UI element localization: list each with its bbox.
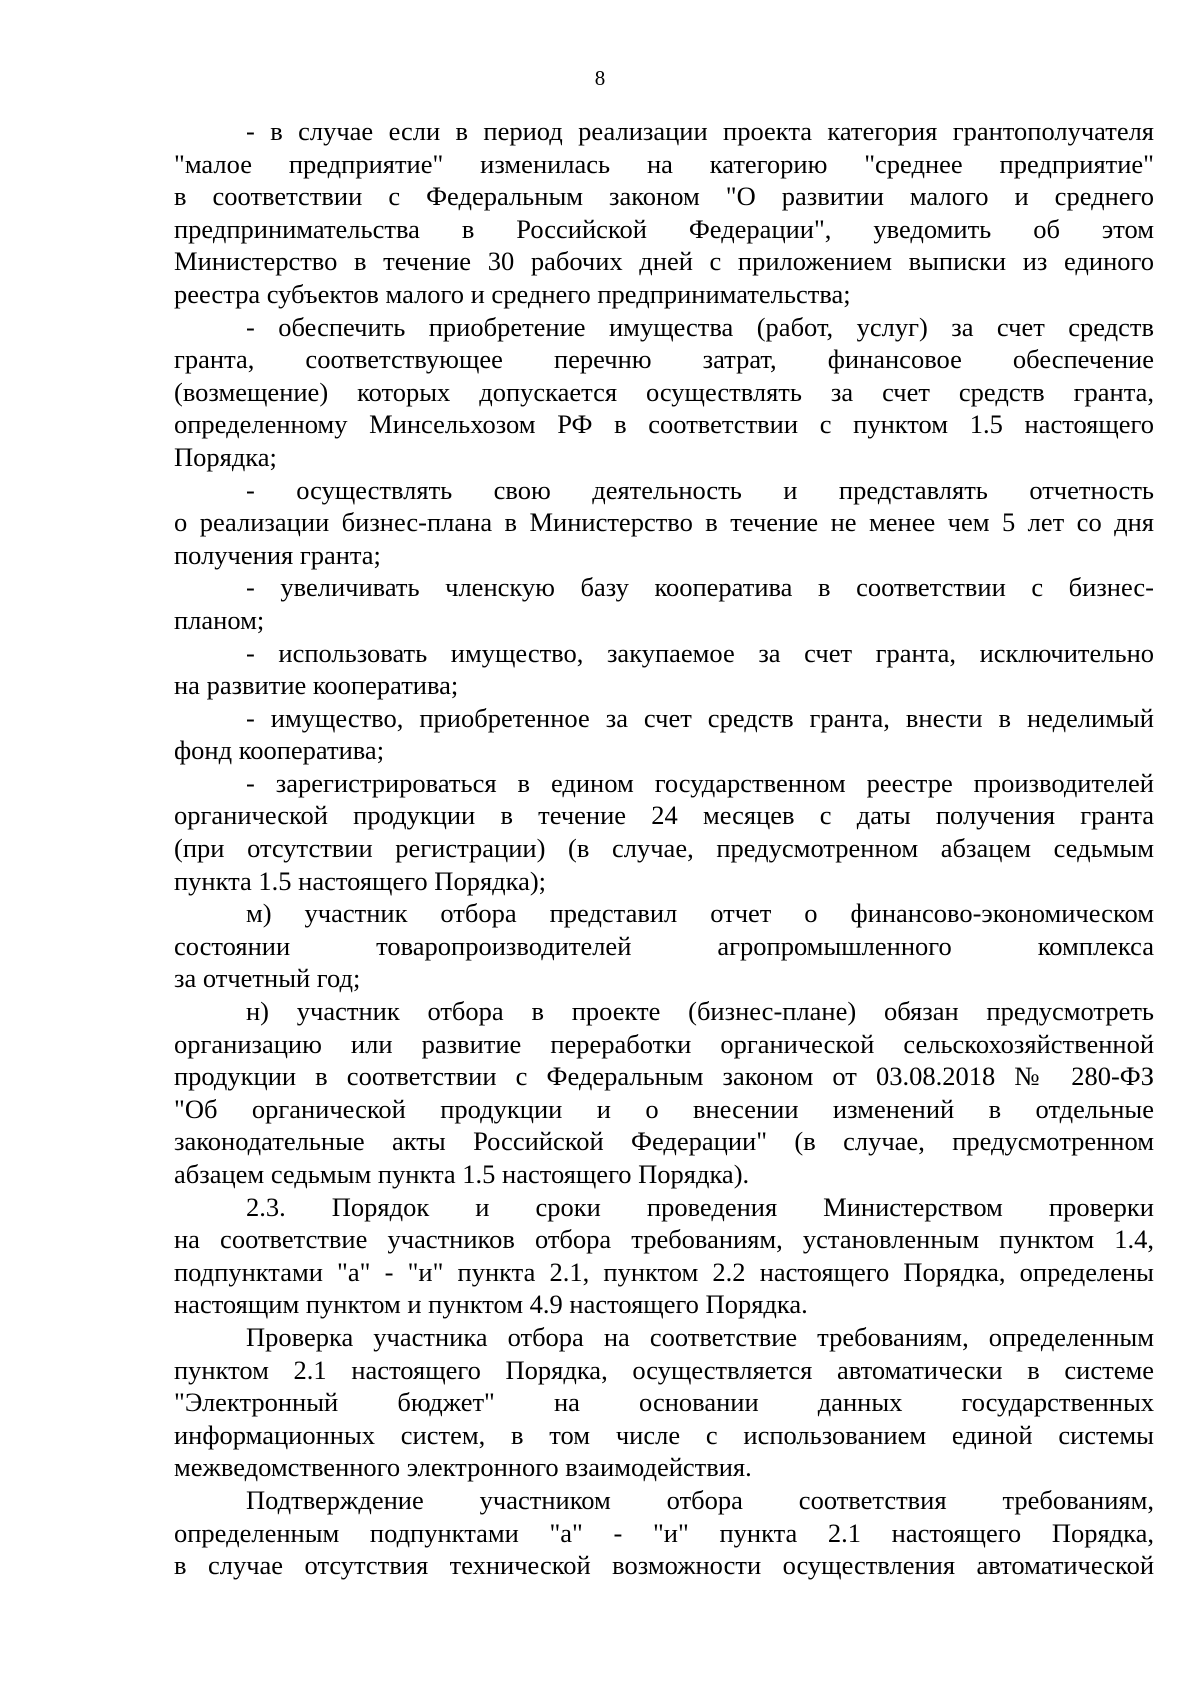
paragraph-line: гранта, соответствующее перечню затрат, финансовое обеспечение bbox=[174, 344, 1154, 375]
paragraph-line: информационных систем, в том числе с использованием единой системы bbox=[174, 1419, 1154, 1450]
paragraph-line: о реализации бизнес-плана в Министерство в течение не менее чем 5 лет со дня bbox=[174, 507, 1154, 538]
paragraph-line: организацию или развитие переработки органической сельскохозяйственной bbox=[174, 1028, 1154, 1059]
paragraph-line: "малое предприятие" изменилась на категорию "среднее предприятие" bbox=[174, 148, 1154, 179]
paragraph bbox=[174, 897, 1154, 995]
paragraph-line: состоянии товаропроизводителей агропромышленного комплекса bbox=[174, 930, 1154, 961]
paragraph bbox=[174, 637, 1154, 702]
paragraph-line: планом; bbox=[174, 604, 265, 635]
paragraph-line: - увеличивать членскую базу кооператива в соответствии с бизнес- bbox=[246, 572, 1154, 603]
paragraph-line: - зарегистрироваться в едином государственном реестре производителей bbox=[246, 767, 1154, 798]
paragraph-line: продукции в соответствии с Федеральным законом от 03.08.2018 № 280-ФЗ bbox=[174, 1061, 1154, 1092]
paragraph-line: - осуществлять свою деятельность и представлять отчетность bbox=[246, 474, 1154, 505]
page-number: 8 bbox=[594, 66, 606, 90]
paragraph bbox=[174, 1484, 1154, 1582]
paragraph bbox=[174, 311, 1154, 474]
paragraph bbox=[174, 474, 1154, 572]
paragraph-line: на развитие кооператива; bbox=[174, 670, 459, 701]
paragraph-line: Подтверждение участником отбора соответствия требованиям, bbox=[246, 1484, 1154, 1515]
paragraph-line: - использовать имущество, закупаемое за счет гранта, исключительно bbox=[246, 637, 1154, 668]
paragraph-line: органической продукции в течение 24 месяцев с даты получения гранта bbox=[174, 800, 1154, 831]
paragraph-line: в соответствии с Федеральным законом "О развитии малого и среднего bbox=[174, 181, 1154, 212]
paragraph-line: - имущество, приобретенное за счет средств гранта, внести в неделимый bbox=[246, 702, 1154, 733]
paragraph-line: межведомственного электронного взаимодействия. bbox=[174, 1452, 752, 1483]
paragraph-line: м) участник отбора представил отчет о финансово-экономическом bbox=[246, 898, 1154, 929]
paragraph-line: законодательные акты Российской Федерации" (в случае, предусмотренном bbox=[174, 1126, 1154, 1157]
paragraph bbox=[174, 115, 1154, 311]
paragraph-line: н) участник отбора в проекте (бизнес-плане) обязан предусмотреть bbox=[246, 996, 1154, 1027]
paragraph-line: абзацем седьмым пункта 1.5 настоящего Порядка). bbox=[174, 1159, 750, 1189]
paragraph-line: предпринимательства в Российской Федерации", уведомить об этом bbox=[174, 213, 1154, 244]
paragraph-line: - обеспечить приобретение имущества (работ, услуг) за счет средств bbox=[246, 311, 1154, 342]
paragraph-line: реестра субъектов малого и среднего предпринимательства; bbox=[174, 278, 851, 309]
paragraph bbox=[174, 995, 1154, 1191]
paragraph-line: (при отсутствии регистрации) (в случае, предусмотренном абзацем седьмым bbox=[174, 833, 1154, 864]
paragraph bbox=[174, 767, 1154, 897]
paragraph-line: настоящим пунктом и пунктом 4.9 настоящего Порядка. bbox=[174, 1289, 808, 1320]
paragraph-line: фонд кооператива; bbox=[174, 735, 385, 766]
paragraph-line: получения гранта; bbox=[174, 539, 381, 570]
document-body bbox=[174, 115, 1154, 1582]
paragraph-line: определенным подпунктами "а" - "и" пункта 2.1 настоящего Порядка, bbox=[174, 1517, 1154, 1548]
paragraph-line: "Об органической продукции и о внесении изменений в отдельные bbox=[174, 1093, 1154, 1124]
paragraph-line: - в случае если в период реализации проекта категория грантополучателя bbox=[246, 116, 1154, 146]
paragraph-line: определенному Минсельхозом РФ в соответствии с пунктом 1.5 настоящего bbox=[174, 409, 1154, 440]
paragraph bbox=[174, 1321, 1154, 1484]
paragraph bbox=[174, 571, 1154, 636]
paragraph-line: Порядка; bbox=[174, 441, 277, 472]
paragraph bbox=[174, 1191, 1154, 1321]
paragraph-line: 2.3. Порядок и сроки проведения Министерством проверки bbox=[246, 1191, 1154, 1222]
paragraph-line: "Электронный бюджет" на основании данных государственных bbox=[174, 1387, 1154, 1418]
paragraph-line: в случае отсутствия технической возможности осуществления автоматической bbox=[174, 1550, 1154, 1581]
paragraph-line: (возмещение) которых допускается осуществлять за счет средств гранта, bbox=[174, 376, 1154, 407]
paragraph-line: Министерство в течение 30 рабочих дней с приложением выписки из единого bbox=[174, 246, 1154, 277]
paragraph-line: на соответствие участников отбора требованиям, установленным пунктом 1.4, bbox=[174, 1224, 1154, 1255]
paragraph-line: пунктом 2.1 настоящего Порядка, осуществляется автоматически в системе bbox=[174, 1354, 1154, 1385]
paragraph-line: подпунктами "а" - "и" пункта 2.1, пунктом 2.2 настоящего Порядка, определены bbox=[174, 1256, 1154, 1287]
paragraph-line: пункта 1.5 настоящего Порядка); bbox=[174, 865, 547, 896]
paragraph bbox=[174, 702, 1154, 767]
paragraph-line: за отчетный год; bbox=[174, 963, 361, 994]
paragraph-line: Проверка участника отбора на соответствие требованиям, определенным bbox=[246, 1321, 1154, 1352]
